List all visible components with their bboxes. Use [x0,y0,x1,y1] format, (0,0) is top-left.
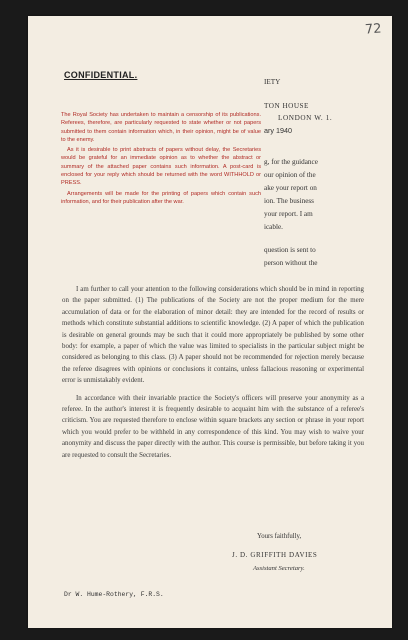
letter-date: ary 1940 [264,126,292,135]
censorship-notice-slip [61,111,261,283]
letterhead-line: TON HOUSE [264,102,309,110]
letter-line: our opinion of the [264,171,316,179]
letterhead-line: IETY [264,78,281,86]
letterhead-line: LONDON W. 1. [278,114,333,122]
arrangements-paragraph: Arrangements will be made for the printing of papers which contain such information, and for their publication after the war. [61,190,261,205]
anonymity-paragraph: In accordance with their invariable practice the Society's officers will preserve your anonymity as a referee. In the author's interest it is frequently desirable to acquaint him with the substance of a referee's criticism. You are requested therefore to enclose within square brackets any section or phrase in your report which you would prefer to be withheld in any correspondence of this kind. You may wish to waive your anonymity and discuss the paper directly with the author. This course is permissible, but before taking it you are requested to consult the Secretaries. [62,394,364,459]
letter-line: question is sent to [264,246,316,254]
addressee: Dr W. Hume-Rothery, F.R.S. [64,591,164,598]
confidential-heading: CONFIDENTIAL. [64,70,138,80]
letter-body [62,284,364,461]
letter-line: your report. I am [264,210,313,218]
letter-page [28,16,392,628]
letter-line: icable. [264,223,283,231]
letter-line: person without the [264,259,318,267]
letter-line: g, for the guidance [264,158,318,166]
folio-number: 72 [364,21,383,38]
considerations-paragraph: I am further to call your attention to the following considerations which should be in mind in reporting on the paper submitted. (1) The publications of the Society are not the proper medium for the mere accumulation of data or for the elaboration of minor detail: they are intended for the record of results or methods which constitute substantial additions to scientific knowledge. (2) A paper of which the publication is desirable on general grounds may be such that it could more appropriately be published by some other body: for example, a paper of which the value was limited to specialists in the particular subject might be considered as belonging to this class. (3) A paper should not be recommended for rejection merely because the referee disagrees with opinions or conclusions it contains, unless fallacious reasoning or experimental error is unmistakably evident. [62,286,364,385]
letter-line: ake your report on [264,184,317,192]
abstracts-paragraph: As it is desirable to print abstracts of papers without delay, the Secretaries would be grateful for an immediate opinion as to whether the abstract or summary of the attached paper contains such information. A post-card is enclosed for your reply which should be returned with the word WITHHOLD or PRESS. [61,147,261,187]
signatory-name: J. D. GRIFFITH DAVIES [232,551,318,559]
signatory-title: Assistant Secretary. [253,565,305,572]
censorship-paragraph: The Royal Society has undertaken to maintain a censorship of its publications. Referees, therefore, are particularly requested to state whether or not papers submitted to them contain information which, in their opinion, might be of value to the enemy. [61,112,261,143]
closing-salutation: Yours faithfully, [257,533,302,540]
letter-line: ion. The business [264,197,314,205]
